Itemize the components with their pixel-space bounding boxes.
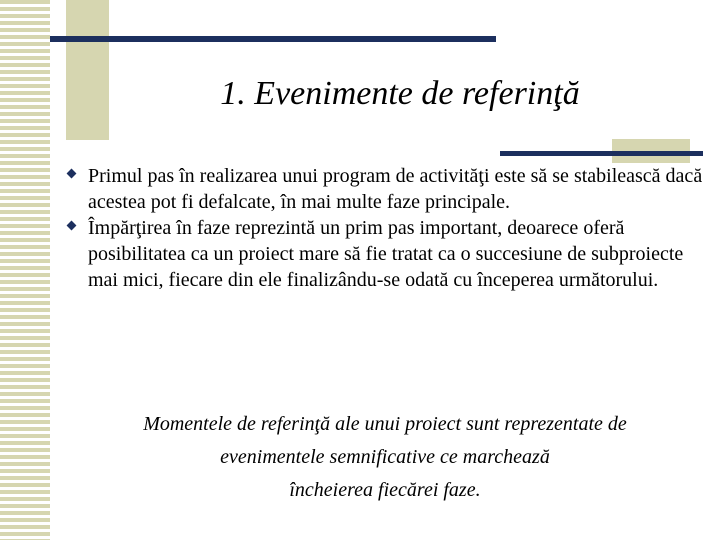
decorative-block-top bbox=[66, 0, 109, 140]
quote-line: evenimentele semnificative ce marchează bbox=[220, 446, 550, 468]
decorative-stripes bbox=[0, 0, 52, 540]
decorative-line-top bbox=[50, 36, 496, 42]
bullet-list bbox=[62, 163, 712, 293]
bullet-text: Împărţirea în faze reprezintă un prim pas important, deoarece oferă posibilitatea ca un proiect mare să fie tratat ca o succesiune de subproiecte mai mici, fiecare din ele finalizându-se odată cu începerea următorului. bbox=[88, 217, 684, 291]
quote-line: Momentele de referinţă ale unui proiect sunt reprezentate de bbox=[143, 413, 627, 435]
bullet-item bbox=[62, 215, 712, 293]
diamond-bullet-icon bbox=[67, 169, 77, 179]
bullet-text: Primul pas în realizarea unui program de activităţi este să se stabilească dacă acestea pot fi defalcate, în mai multe faze principale. bbox=[88, 165, 703, 213]
summary-quote bbox=[80, 408, 690, 507]
decorative-line-right bbox=[500, 151, 703, 156]
diamond-bullet-icon bbox=[67, 221, 77, 231]
slide-title: 1. Evenimente de referinţă bbox=[220, 75, 580, 112]
quote-line: încheierea fiecărei faze. bbox=[289, 479, 481, 501]
bullet-item bbox=[62, 163, 712, 215]
